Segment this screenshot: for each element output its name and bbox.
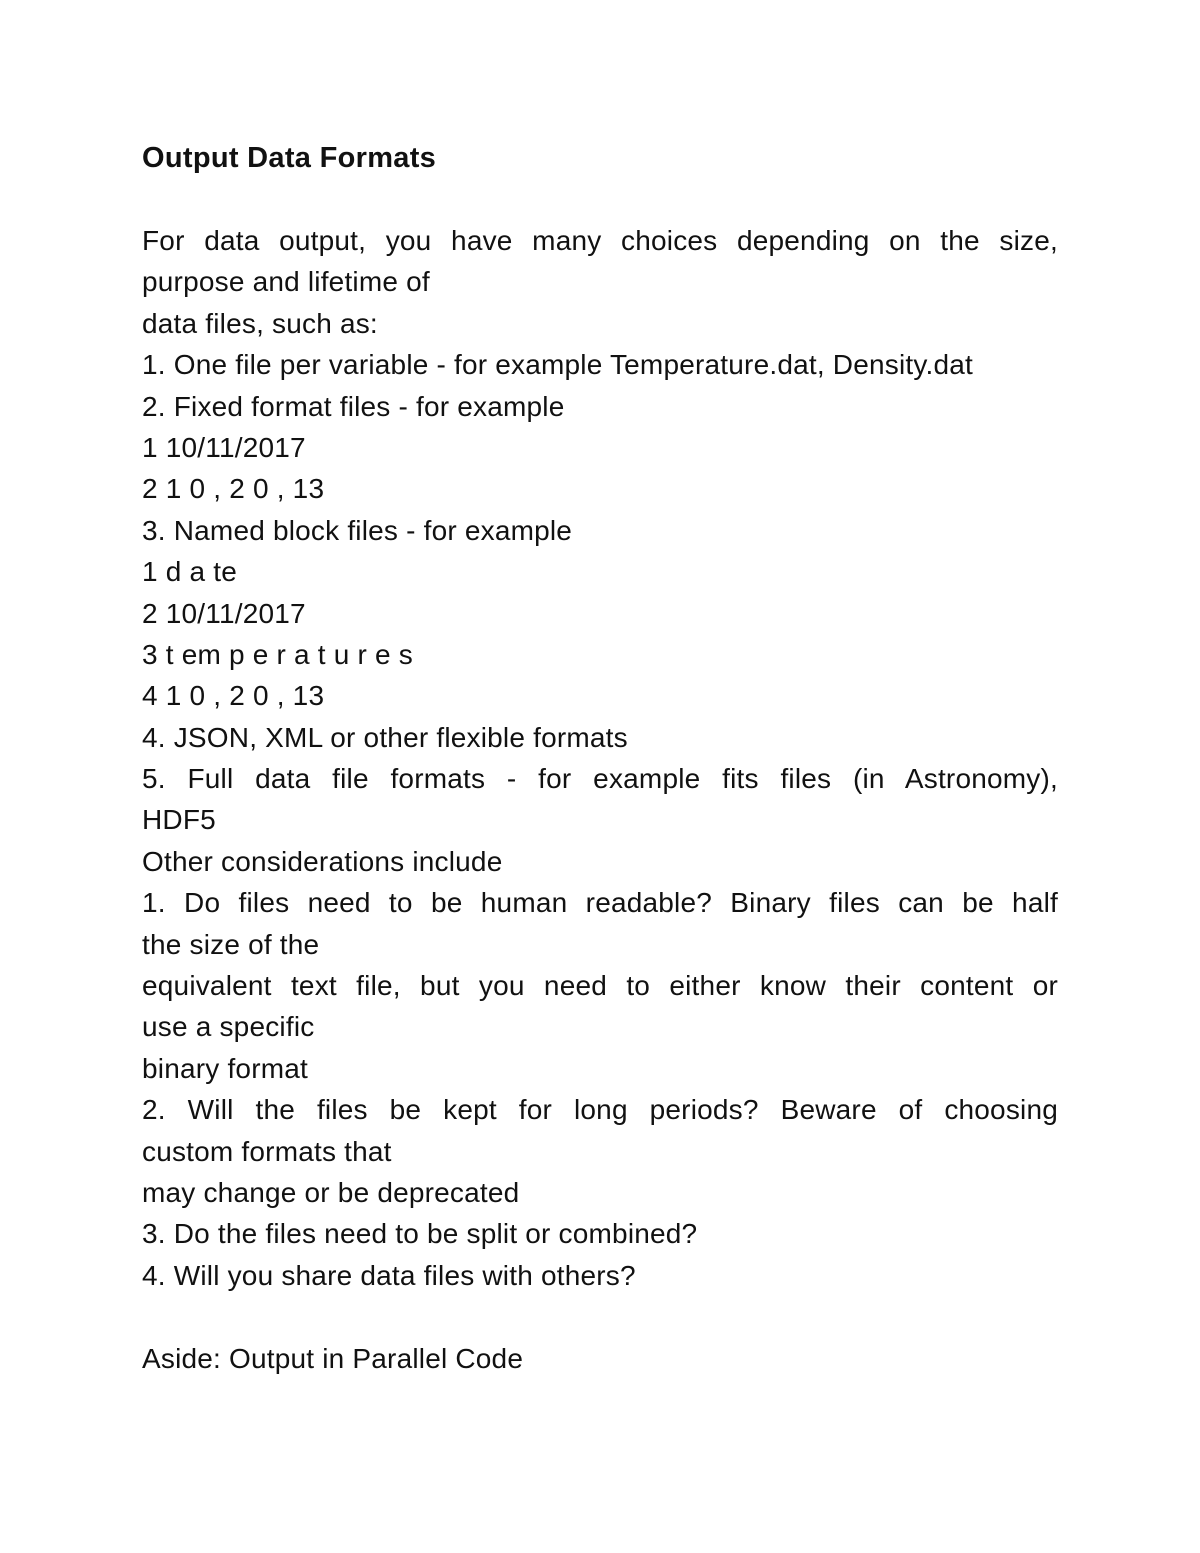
consideration-1-line-5: binary format — [142, 1052, 308, 1084]
format-item-3-example-4: 4 1 0 , 2 0 , 13 — [142, 680, 325, 712]
document-body — [142, 138, 1058, 1379]
intro-line-1: For data output, you have many choices depending on the size, — [142, 225, 1058, 256]
format-item-3-example-3: 3 t em p e r a t u r e s — [142, 638, 413, 670]
page-title: Output Data Formats — [142, 142, 437, 174]
format-item-5-line-1: 5. Full data file formats - for example fits files (in Astronomy), — [142, 763, 1058, 795]
consideration-3: 3. Do the files need to be split or combined? — [142, 1218, 698, 1250]
intro-line-3: data files, such as: — [142, 307, 378, 339]
consideration-1-line-3: equivalent text file, but you need to either know their content or — [142, 970, 1058, 1002]
consideration-1-line-4: use a specific — [142, 1011, 315, 1043]
format-item-1: 1. One file per variable - for example Temperature.dat, Density.dat — [142, 349, 973, 381]
spacer — [142, 179, 1058, 220]
consideration-4: 4. Will you share data files with others? — [142, 1259, 636, 1291]
consideration-2-line-1: 2. Will the files be kept for long periods? Beware of choosing — [142, 1094, 1058, 1126]
format-item-3-example-2: 2 10/11/2017 — [142, 597, 306, 629]
considerations-heading: Other considerations include — [142, 845, 503, 877]
format-item-2: 2. Fixed format files - for example — [142, 390, 565, 422]
format-item-3-example-1: 1 d a te — [142, 556, 238, 588]
aside-heading: Aside: Output in Parallel Code — [142, 1342, 524, 1374]
format-item-4: 4. JSON, XML or other flexible formats — [142, 721, 628, 753]
format-item-2-example-2: 2 1 0 , 2 0 , 13 — [142, 473, 325, 505]
consideration-1-line-1: 1. Do files need to be human readable? Binary files can be half — [142, 887, 1058, 919]
consideration-2-line-2: custom formats that — [142, 1135, 392, 1167]
format-item-5-line-2: HDF5 — [142, 804, 216, 836]
consideration-1-line-2: the size of the — [142, 928, 320, 960]
consideration-2-line-3: may change or be deprecated — [142, 1176, 520, 1208]
format-item-3: 3. Named block files - for example — [142, 514, 573, 546]
spacer — [142, 1296, 1058, 1337]
format-item-2-example-1: 1 10/11/2017 — [142, 431, 306, 463]
intro-line-2: purpose and lifetime of — [142, 266, 430, 298]
